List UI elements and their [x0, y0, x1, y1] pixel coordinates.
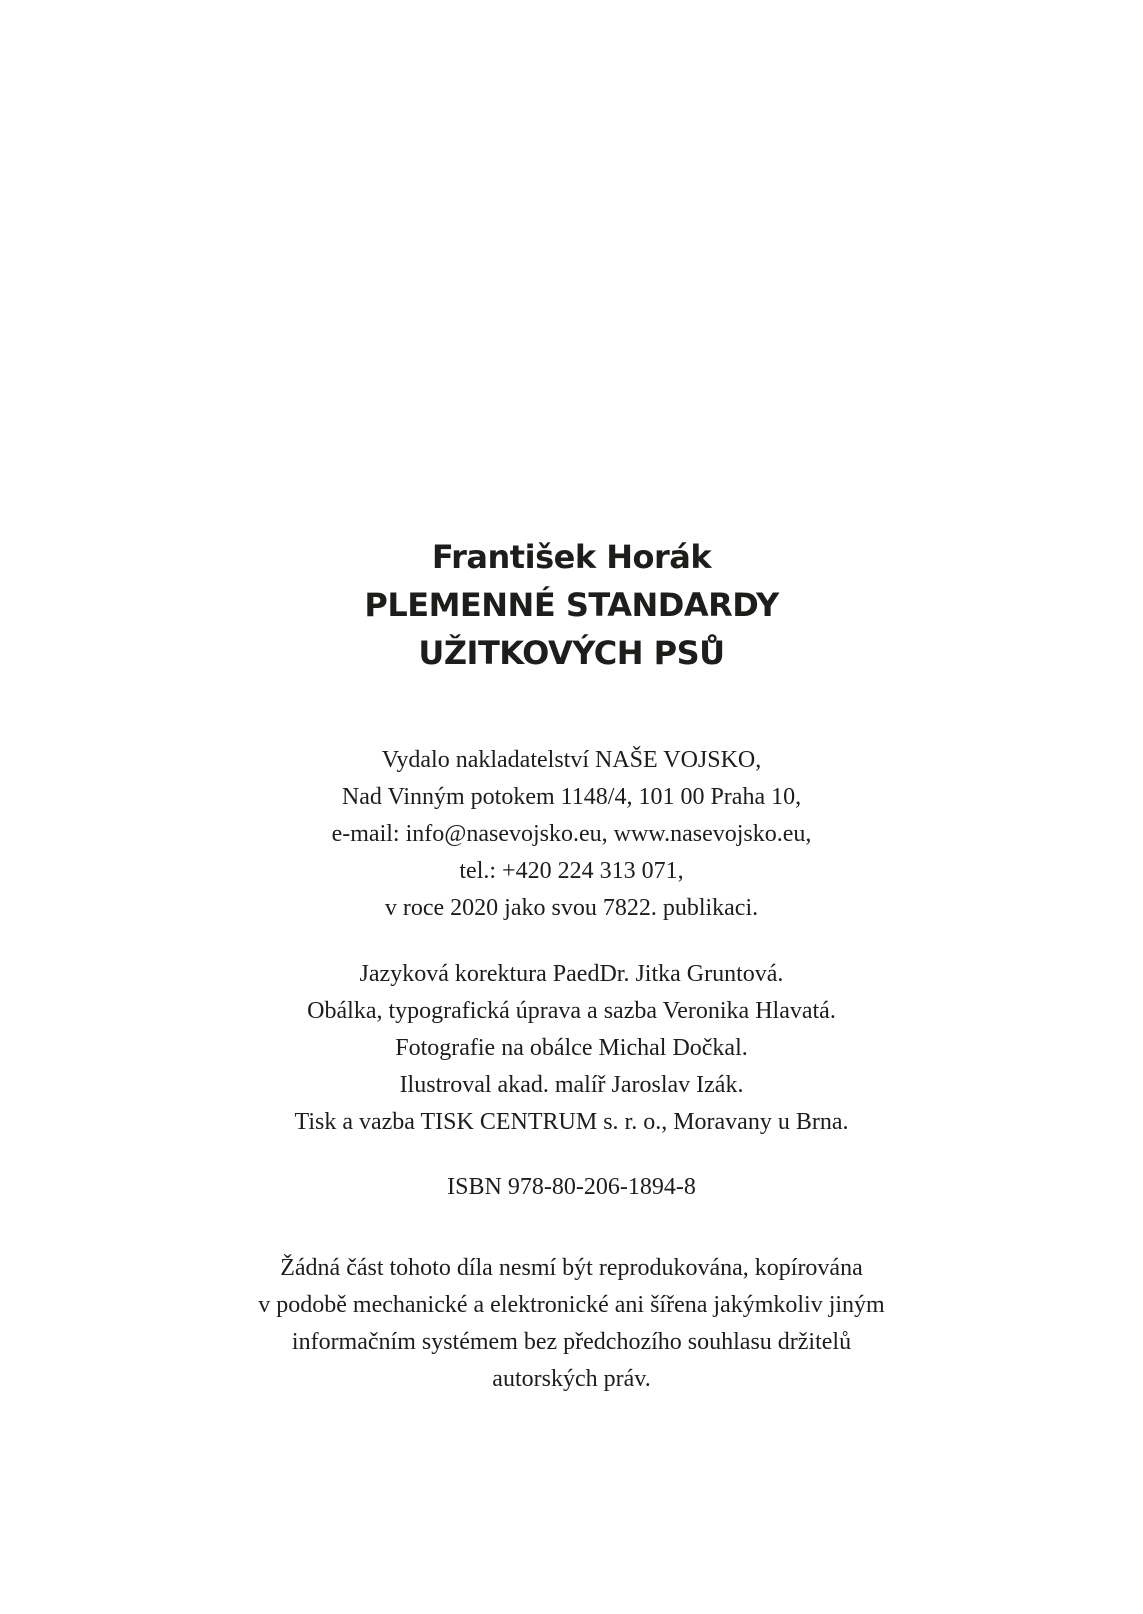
author-name: František Horák	[431, 538, 712, 576]
publisher-phone-line: tel.: +420 224 313 071,	[459, 858, 684, 884]
credit-line: Tisk a vazba TISK CENTRUM s. r. o., Moravany u Brna.	[294, 1109, 849, 1135]
credits	[0, 956, 1143, 1141]
copyright-line: informačním systémem bez předchozího souhlasu držitelů	[291, 1329, 852, 1355]
book-title-line-2: UŽITKOVÝCH PSŮ	[418, 634, 725, 672]
copyright-notice	[0, 1250, 1143, 1398]
isbn-block	[0, 1169, 1143, 1206]
publisher-address-line: Nad Vinným potokem 1148/4, 101 00 Praha 10,	[341, 784, 802, 810]
copyright-line: v podobě mechanické a elektronické ani šířena jakýmkoliv jiným	[258, 1292, 885, 1318]
publication-year-line: v roce 2020 jako svou 7822. publikaci.	[384, 895, 759, 921]
book-heading	[0, 533, 1143, 677]
credit-line: Fotografie na obálce Michal Dočkal.	[395, 1035, 748, 1061]
publisher-line: Vydalo nakladatelství NAŠE VOJSKO,	[381, 747, 762, 773]
copyright-line: autorských práv.	[492, 1366, 651, 1392]
credit-line: Obálka, typografická úprava a sazba Veronika Hlavatá.	[307, 998, 836, 1024]
book-title-line-1: PLEMENNÉ STANDARDY	[364, 586, 779, 624]
credit-line: Jazyková korektura PaedDr. Jitka Gruntová.	[359, 961, 784, 987]
publisher-contact-line: e-mail: info@nasevojsko.eu, www.nasevojsko.eu,	[331, 821, 812, 847]
credit-line: Ilustroval akad. malíř Jaroslav Izák.	[399, 1072, 744, 1098]
isbn: ISBN 978-80-206-1894-8	[447, 1174, 696, 1200]
copyright-line: Žádná část tohoto díla nesmí být reprodukována, kopírována	[280, 1255, 863, 1281]
publisher-info	[0, 742, 1143, 927]
